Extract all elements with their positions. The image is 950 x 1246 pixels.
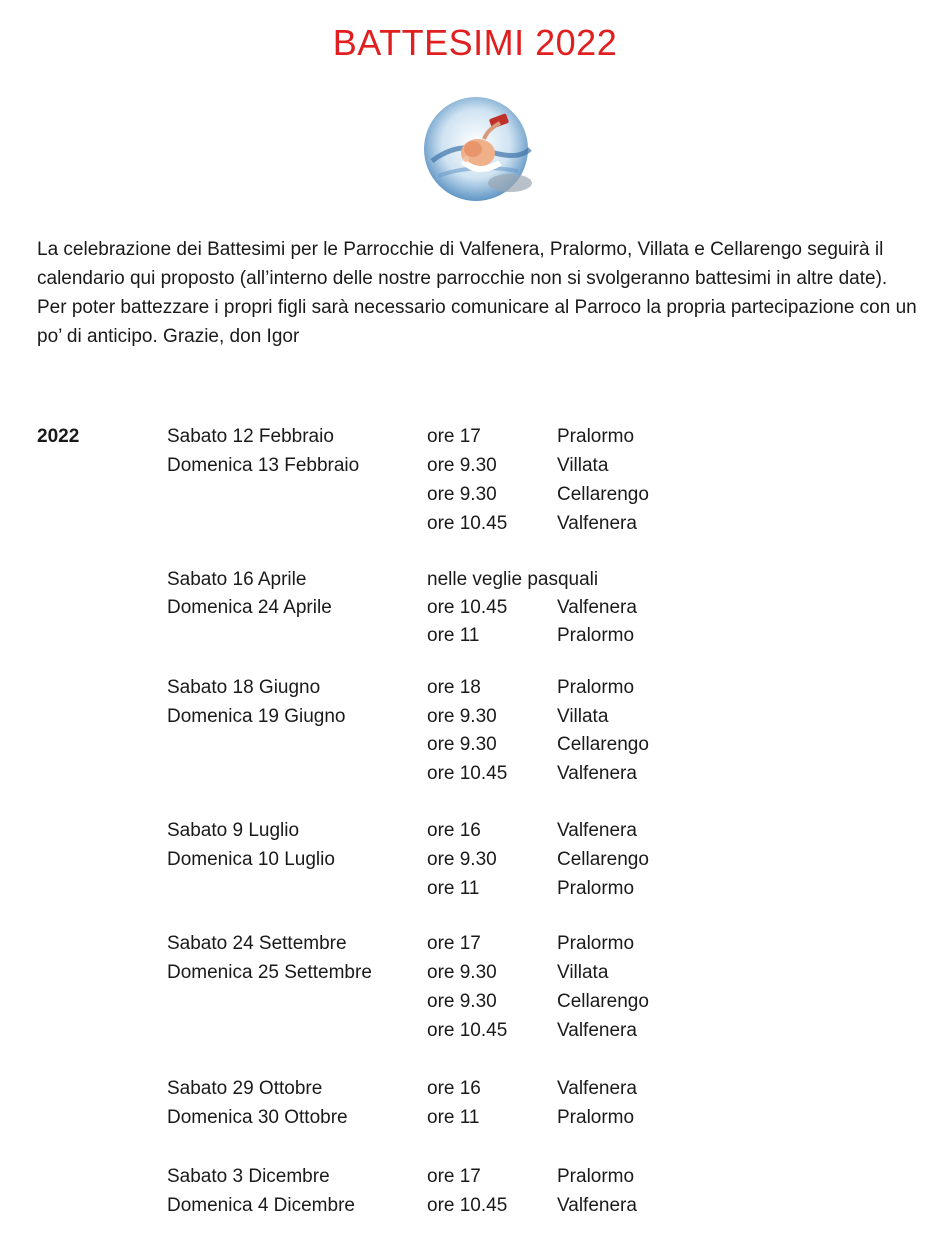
schedule-time: ore 17 — [427, 1166, 481, 1187]
schedule-place: Valfenera — [557, 1195, 637, 1216]
schedule-day: Sabato 3 Dicembre — [167, 1166, 330, 1187]
schedule-place: Cellarengo — [557, 849, 649, 870]
schedule-day: Domenica 25 Settembre — [167, 962, 372, 983]
schedule-day: Sabato 18 Giugno — [167, 677, 321, 698]
schedule-time: ore 9.30 — [427, 962, 497, 983]
schedule-day: Domenica 4 Dicembre — [167, 1195, 355, 1216]
schedule-row — [37, 958, 917, 987]
schedule-time: ore 10.45 — [427, 1020, 508, 1041]
schedule-row — [37, 673, 917, 702]
schedule-time: ore 10.45 — [427, 513, 508, 534]
schedule-row — [37, 565, 917, 594]
schedule-row — [37, 480, 917, 509]
schedule-place: Pralormo — [557, 933, 635, 954]
schedule-row — [37, 422, 917, 451]
schedule-row — [37, 1162, 917, 1191]
schedule-place: Valfenera — [557, 1078, 637, 1099]
schedule-place: Valfenera — [557, 513, 637, 534]
schedule-row — [37, 593, 917, 622]
schedule-row — [37, 759, 917, 788]
schedule-day: Domenica 30 Ottobre — [167, 1107, 348, 1128]
schedule-place: Cellarengo — [557, 734, 649, 755]
schedule-place: Villata — [557, 455, 609, 476]
schedule-place: Valfenera — [557, 1020, 637, 1041]
schedule-time: ore 16 — [427, 820, 481, 841]
schedule-row — [37, 1103, 917, 1132]
schedule-place: Pralormo — [557, 677, 635, 698]
schedule-time: ore 11 — [427, 625, 480, 646]
schedule-time: ore 11 — [427, 1107, 480, 1128]
schedule-year: 2022 — [37, 426, 80, 447]
schedule-day: Domenica 13 Febbraio — [167, 455, 360, 476]
schedule-row — [37, 509, 917, 538]
schedule-time: ore 10.45 — [427, 763, 508, 784]
schedule-row — [37, 929, 917, 958]
schedule-place: Pralormo — [557, 1166, 635, 1187]
schedule-day: Domenica 19 Giugno — [167, 706, 346, 727]
schedule-place: Cellarengo — [557, 484, 649, 505]
schedule-row — [37, 1016, 917, 1045]
schedule-place: Villata — [557, 962, 609, 983]
schedule-row — [37, 702, 917, 731]
schedule-time: nelle veglie pasquali — [427, 569, 599, 590]
schedule-row — [37, 1074, 917, 1103]
schedule-time: ore 17 — [427, 933, 481, 954]
schedule-time: ore 9.30 — [427, 455, 497, 476]
schedule-place: Cellarengo — [557, 991, 649, 1012]
schedule-time: ore 9.30 — [427, 991, 497, 1012]
schedule-row — [37, 621, 917, 650]
schedule-row — [37, 874, 917, 903]
schedule-time: ore 9.30 — [427, 849, 497, 870]
intro-paragraph: La celebrazione dei Battesimi per le Parrocchie di Valfenera, Pralormo, Villata e Cellarengo seguirà il calendario qui proposto (all’interno delle nostre parrocchie non si svolgeranno battesimi in altre date). Per poter battezzare i propri figli sarà necessario comunicare al Parroco la propria partecipazione con un po’ di anticipo. Grazie, don Igor — [37, 239, 917, 347]
schedule-place: Valfenera — [557, 763, 637, 784]
schedule-time: ore 9.30 — [427, 484, 497, 505]
schedule-place: Pralormo — [557, 1107, 635, 1128]
schedule-place: Valfenera — [557, 597, 637, 618]
schedule-place: Villata — [557, 706, 609, 727]
schedule-time: ore 10.45 — [427, 597, 508, 618]
schedule-row — [37, 845, 917, 874]
baptism-illustration-icon — [418, 91, 539, 212]
schedule-day: Sabato 29 Ottobre — [167, 1078, 323, 1099]
schedule-time: ore 18 — [427, 677, 481, 698]
schedule-place: Pralormo — [557, 426, 635, 447]
schedule-day: Domenica 24 Aprile — [167, 597, 332, 618]
page-title: BATTESIMI 2022 — [332, 22, 618, 63]
schedule-row — [37, 816, 917, 845]
schedule-row — [37, 451, 917, 480]
schedule-place: Pralormo — [557, 625, 635, 646]
schedule-day: Domenica 10 Luglio — [167, 849, 335, 870]
schedule-time: ore 9.30 — [427, 706, 497, 727]
schedule-place: Pralormo — [557, 878, 635, 899]
schedule-place: Valfenera — [557, 820, 637, 841]
schedule-row — [37, 730, 917, 759]
schedule-day: Sabato 12 Febbraio — [167, 426, 334, 447]
schedule-row — [37, 1191, 917, 1220]
schedule-time: ore 11 — [427, 878, 480, 899]
schedule-day: Sabato 24 Settembre — [167, 933, 347, 954]
schedule-time: ore 9.30 — [427, 734, 497, 755]
schedule-day: Sabato 16 Aprile — [167, 569, 307, 590]
schedule-time: ore 16 — [427, 1078, 481, 1099]
schedule-time: ore 17 — [427, 426, 481, 447]
schedule-row — [37, 987, 917, 1016]
schedule-time: ore 10.45 — [427, 1195, 508, 1216]
schedule-day: Sabato 9 Luglio — [167, 820, 300, 841]
